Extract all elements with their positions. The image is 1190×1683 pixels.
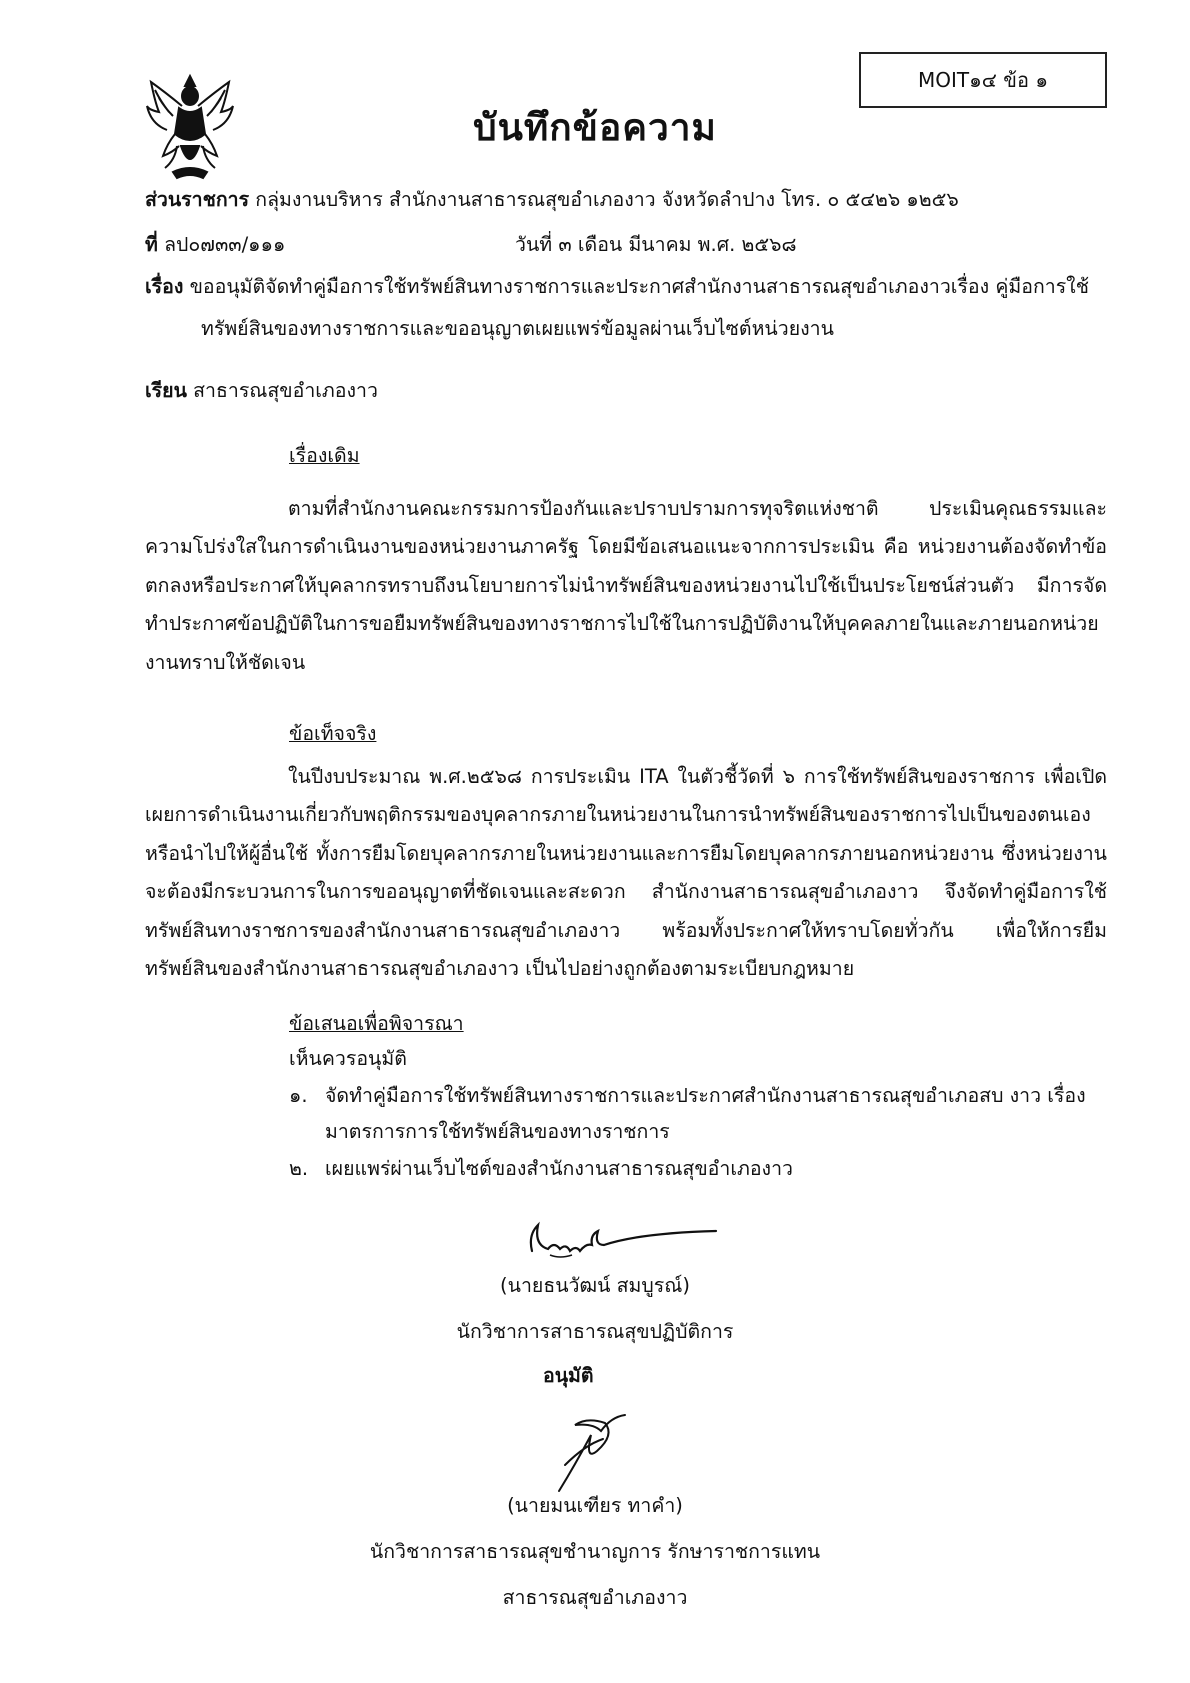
memo-title: บันทึกข้อความ	[473, 106, 717, 149]
dept-line	[145, 186, 959, 214]
signer-2-name: (นายมนเฑียร ทาคำ)	[507, 1494, 683, 1517]
subject-text-1: ขออนุมัติจัดทำคู่มือการใช้ทรัพย์สินทางราชการและประกาศสำนักงานสาธารณสุขอำเภองาวเรื่อง คู่มือการใช้	[189, 275, 1089, 298]
proposal-item-2-num: ๒.	[289, 1157, 309, 1180]
doc-number-line	[145, 231, 285, 259]
addressee-value: สาธารณสุขอำเภองาว	[193, 379, 378, 402]
proposal-item-1-num: ๑.	[289, 1084, 308, 1107]
background-heading: เรื่องเดิม	[289, 444, 360, 467]
proposal-item-1-text-2: มาตรการการใช้ทรัพย์สินของทางราชการ	[325, 1120, 670, 1143]
facts-paragraph	[145, 758, 1107, 988]
signer-2-position: นักวิชาการสาธารณสุขชำนาญการ รักษาราชการแทน	[369, 1540, 821, 1563]
subject-text-2: ทรัพย์สินของทางราชการและขออนุญาตเผยแพร่ข้อมูลผ่านเว็บไซต์หน่วยงาน	[201, 317, 834, 340]
dept-label: ส่วนราชการ	[145, 188, 250, 211]
date-line	[515, 231, 797, 259]
subject-line	[145, 273, 1089, 301]
date-value: ๓ เดือน มีนาคม พ.ศ. ๒๕๖๘	[558, 233, 797, 256]
doc-number-value: ลป๐๗๓๓/๑๑๑	[164, 233, 286, 256]
background-paragraph	[145, 490, 1107, 682]
signature-1-icon	[520, 1205, 720, 1265]
doc-number-label: ที่	[145, 233, 158, 256]
document-ref: MOIT๑๔ ข้อ ๑	[917, 68, 1049, 92]
date-label: วันที่	[515, 233, 553, 256]
approval-label: อนุมัติ	[543, 1364, 594, 1387]
proposal-intro: เห็นควรอนุมัติ	[289, 1047, 407, 1070]
background-text: ตามที่สำนักงานคณะกรรมการป้องกันและปราบปรามการทุจริตแห่งชาติ ประเมินคุณธรรมและความโปร่งใสในการดำเนินงานของหน่วยงานภาครัฐ โดยมีข้อเสนอแนะจากการประเมิน คือ หน่วยงานต้องจัดทำข้อตกลงหรือประกาศให้บุคลากรทราบถึงนโยบายการไม่นำทรัพย์สินของหน่วยงานไปใช้เป็นประโยชน์ส่วนตัว มีการจัดทำประกาศข้อปฏิบัติในการขอยืมทรัพย์สินของทางราชการไปใช้ในการปฏิบัติงานให้บุคคลภายในและภายนอกหน่วยงานทราบให้ชัดเจน	[145, 497, 1107, 674]
addressee-label: เรียน	[145, 379, 187, 402]
dept-value: กลุ่มงานบริหาร สำนักงานสาธารณสุขอำเภองาว จังหวัดลำปาง โทร. ๐ ๕๔๒๖ ๑๒๕๖	[255, 188, 959, 211]
facts-text: ในปีงบประมาณ พ.ศ.๒๕๖๘ การประเมิน ITA ในตัวชี้วัดที่ ๖ การใช้ทรัพย์สินของราชการ เพื่อเปิดเผยการดำเนินงานเกี่ยวกับพฤติกรรมของบุคลากรภายในหน่วยงานในการนำทรัพย์สินของราชการไปเป็นของตนเองหรือนำไปให้ผู้อื่นใช้ ทั้งการยืมโดยบุคลากรภายในหน่วยงานและการยืมโดยบุคลากรภายนอกหน่วยงาน ซึ่งหน่วยงานจะต้องมีกระบวนการในการขออนุญาตที่ชัดเจนและสะดวก สำนักงานสาธารณสุขอำเภองาว จึงจัดทำคู่มือการใช้ทรัพย์สินทางราชการของสำนักงานสาธารณสุขอำเภองาว พร้อมทั้งประกาศให้ทราบโดยทั่วกัน เพื่อให้การยืมทรัพย์สินของสำนักงานสาธารณสุขอำเภองาว เป็นไปอย่างถูกต้องตามระเบียบกฎหมาย	[145, 765, 1107, 981]
facts-heading: ข้อเท็จจริง	[289, 722, 377, 745]
subject-label: เรื่อง	[145, 275, 184, 298]
signature-2-icon	[545, 1405, 635, 1495]
signer-2-position-2: สาธารณสุขอำเภองาว	[502, 1586, 688, 1609]
proposal-heading: ข้อเสนอเพื่อพิจารณา	[289, 1012, 464, 1035]
signer-1-position: นักวิชาการสาธารณสุขปฏิบัติการ	[456, 1320, 734, 1343]
proposal-item-2-text: เผยแพร่ผ่านเว็บไซต์ของสำนักงานสาธารณสุขอำเภองาว	[325, 1157, 793, 1180]
proposal-item-1-text: จัดทำคู่มือการใช้ทรัพย์สินทางราชการและประกาศสำนักงานสาธารณสุขอำเภอสบ งาว เรื่อง	[325, 1084, 1086, 1107]
subject-line-2	[201, 315, 834, 343]
signer-1-name: (นายธนวัฒน์ สมบูรณ์)	[500, 1274, 690, 1297]
addressee-line	[145, 377, 378, 405]
